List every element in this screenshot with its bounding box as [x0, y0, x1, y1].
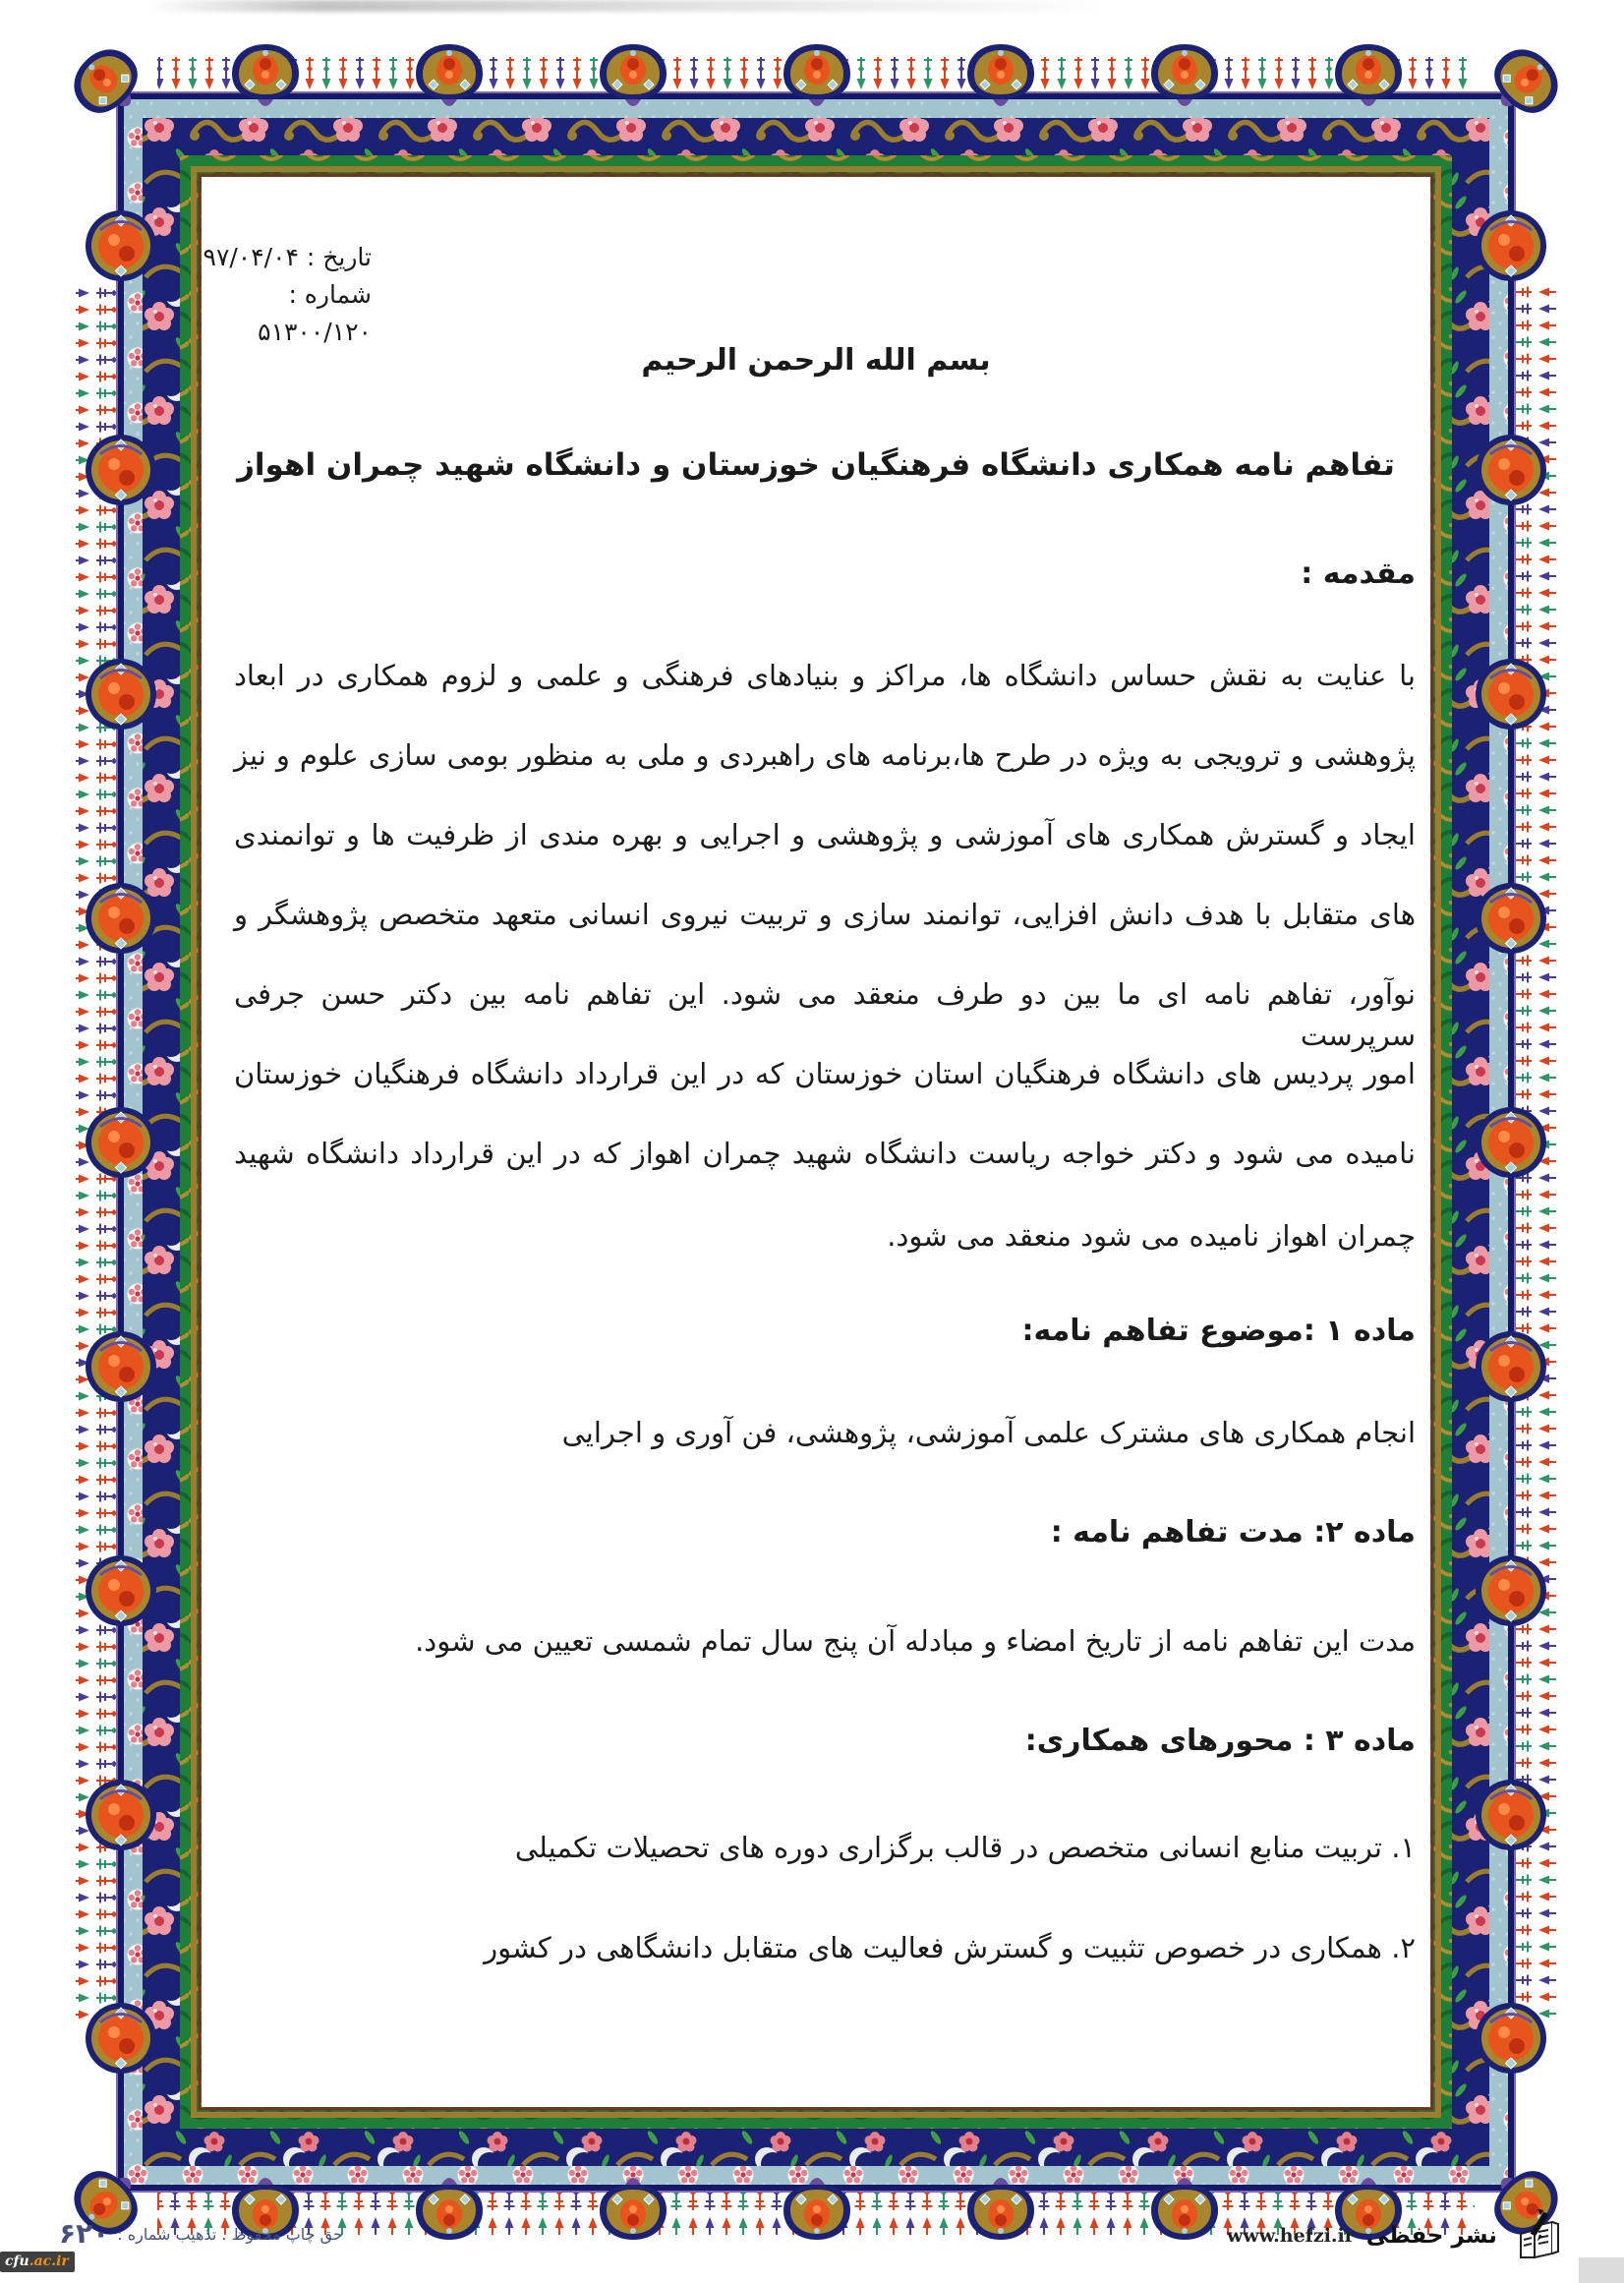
intro-line: پژوهشی و ترویجی به ویژه در طرح ها،برنامه های راهبردی و ملی به منظور بومی سازی علوم و نیز	[234, 738, 1416, 772]
tazhib-pattern-number: ۶۲۰	[59, 2217, 110, 2250]
watermark-text-orange: .ac.ir	[29, 2254, 69, 2269]
publisher-name: نشر حفظی	[1365, 2223, 1497, 2249]
article1-body: انجام همکاری های مشترک علمی آموزشی، پژوهشی، فن آوری و اجرایی	[561, 1416, 1416, 1449]
scan-artifact-corner	[1579, 2257, 1624, 2283]
basmala: بسم الله الرحمن الرحیم	[641, 343, 991, 378]
intro-line: های متقابل با هدف دانش افزایی، توانمند سازی و تربیت نیروی انسانی متعهد متخصص پژوهشگر و	[234, 898, 1416, 931]
document-number: شماره : ۵۱۳۰۰/۱۲۰	[258, 280, 372, 346]
publisher-url: www.hefzi.ir	[1227, 2225, 1355, 2247]
intro-line: امور پردیس های دانشگاه فرهنگیان استان خوزستان که در این قرارداد دانشگاه فرهنگیان خوزستان	[234, 1057, 1416, 1090]
intro-line: ایجاد و گسترش همکاری های آموزشی و پژوهشی و اجرایی و بهره مندی از ظرفیت ها و توانمندی	[234, 818, 1416, 851]
document-title: تفاهم نامه همکاری دانشگاه فرهنگیان خوزستان و دانشگاه شهید چمران اهواز	[237, 447, 1395, 483]
publisher-block	[1227, 2208, 1564, 2263]
article3-heading: ماده ۳ : محورهای همکاری:	[1024, 1724, 1416, 1758]
article1-heading: ماده ۱ :موضوع تفاهم نامه:	[1021, 1314, 1416, 1348]
site-watermark	[0, 2252, 75, 2272]
intro-line: نوآور، تفاهم نامه ای ما بین دو طرف منعقد می شود. این تفاهم نامه بین دکتر حسن جرفی سرپرست	[234, 977, 1416, 1052]
copyright-text: حق چاپ محفوظ . تذهیب شماره :	[117, 2224, 343, 2244]
publisher-book-pen-logo-icon	[1509, 2208, 1564, 2263]
watermark-text-white: cfu	[5, 2254, 29, 2269]
intro-line: چمران اهواز نامیده می شود منعقد می شود.	[887, 1219, 1416, 1253]
article3-item: ۲. همکاری در خصوص تثبیت و گسترش فعالیت های متقابل دانشگاهی در کشور	[484, 1931, 1416, 1964]
article2-body: مدت این تفاهم نامه از تاریخ امضاء و مبادله آن پنج سال تمام شمسی تعیین می شود.	[415, 1624, 1416, 1658]
intro-line: نامیده می شود و دکتر خواجه ریاست دانشگاه شهید چمران اهواز که در این قرارداد دانشگاه شهید	[234, 1137, 1416, 1170]
intro-heading: مقدمه :	[1301, 556, 1416, 591]
article2-heading: ماده ۲: مدت تفاهم نامه :	[1050, 1515, 1416, 1550]
document-date: تاریخ : ۹۷/۰۴/۰۴	[203, 243, 372, 271]
copyright-note	[59, 2217, 343, 2250]
intro-line: با عنایت به نقش حساس دانشگاه ها، مراکز و بنیادهای فرهنگی و علمی و لزوم همکاری در ابعاد	[234, 659, 1416, 692]
scan-artifact-top	[147, 0, 1111, 12]
article3-item: ۱. تربیت منابع انسانی متخصص در قالب برگزاری دوره های تحصیلات تکمیلی	[514, 1831, 1416, 1864]
